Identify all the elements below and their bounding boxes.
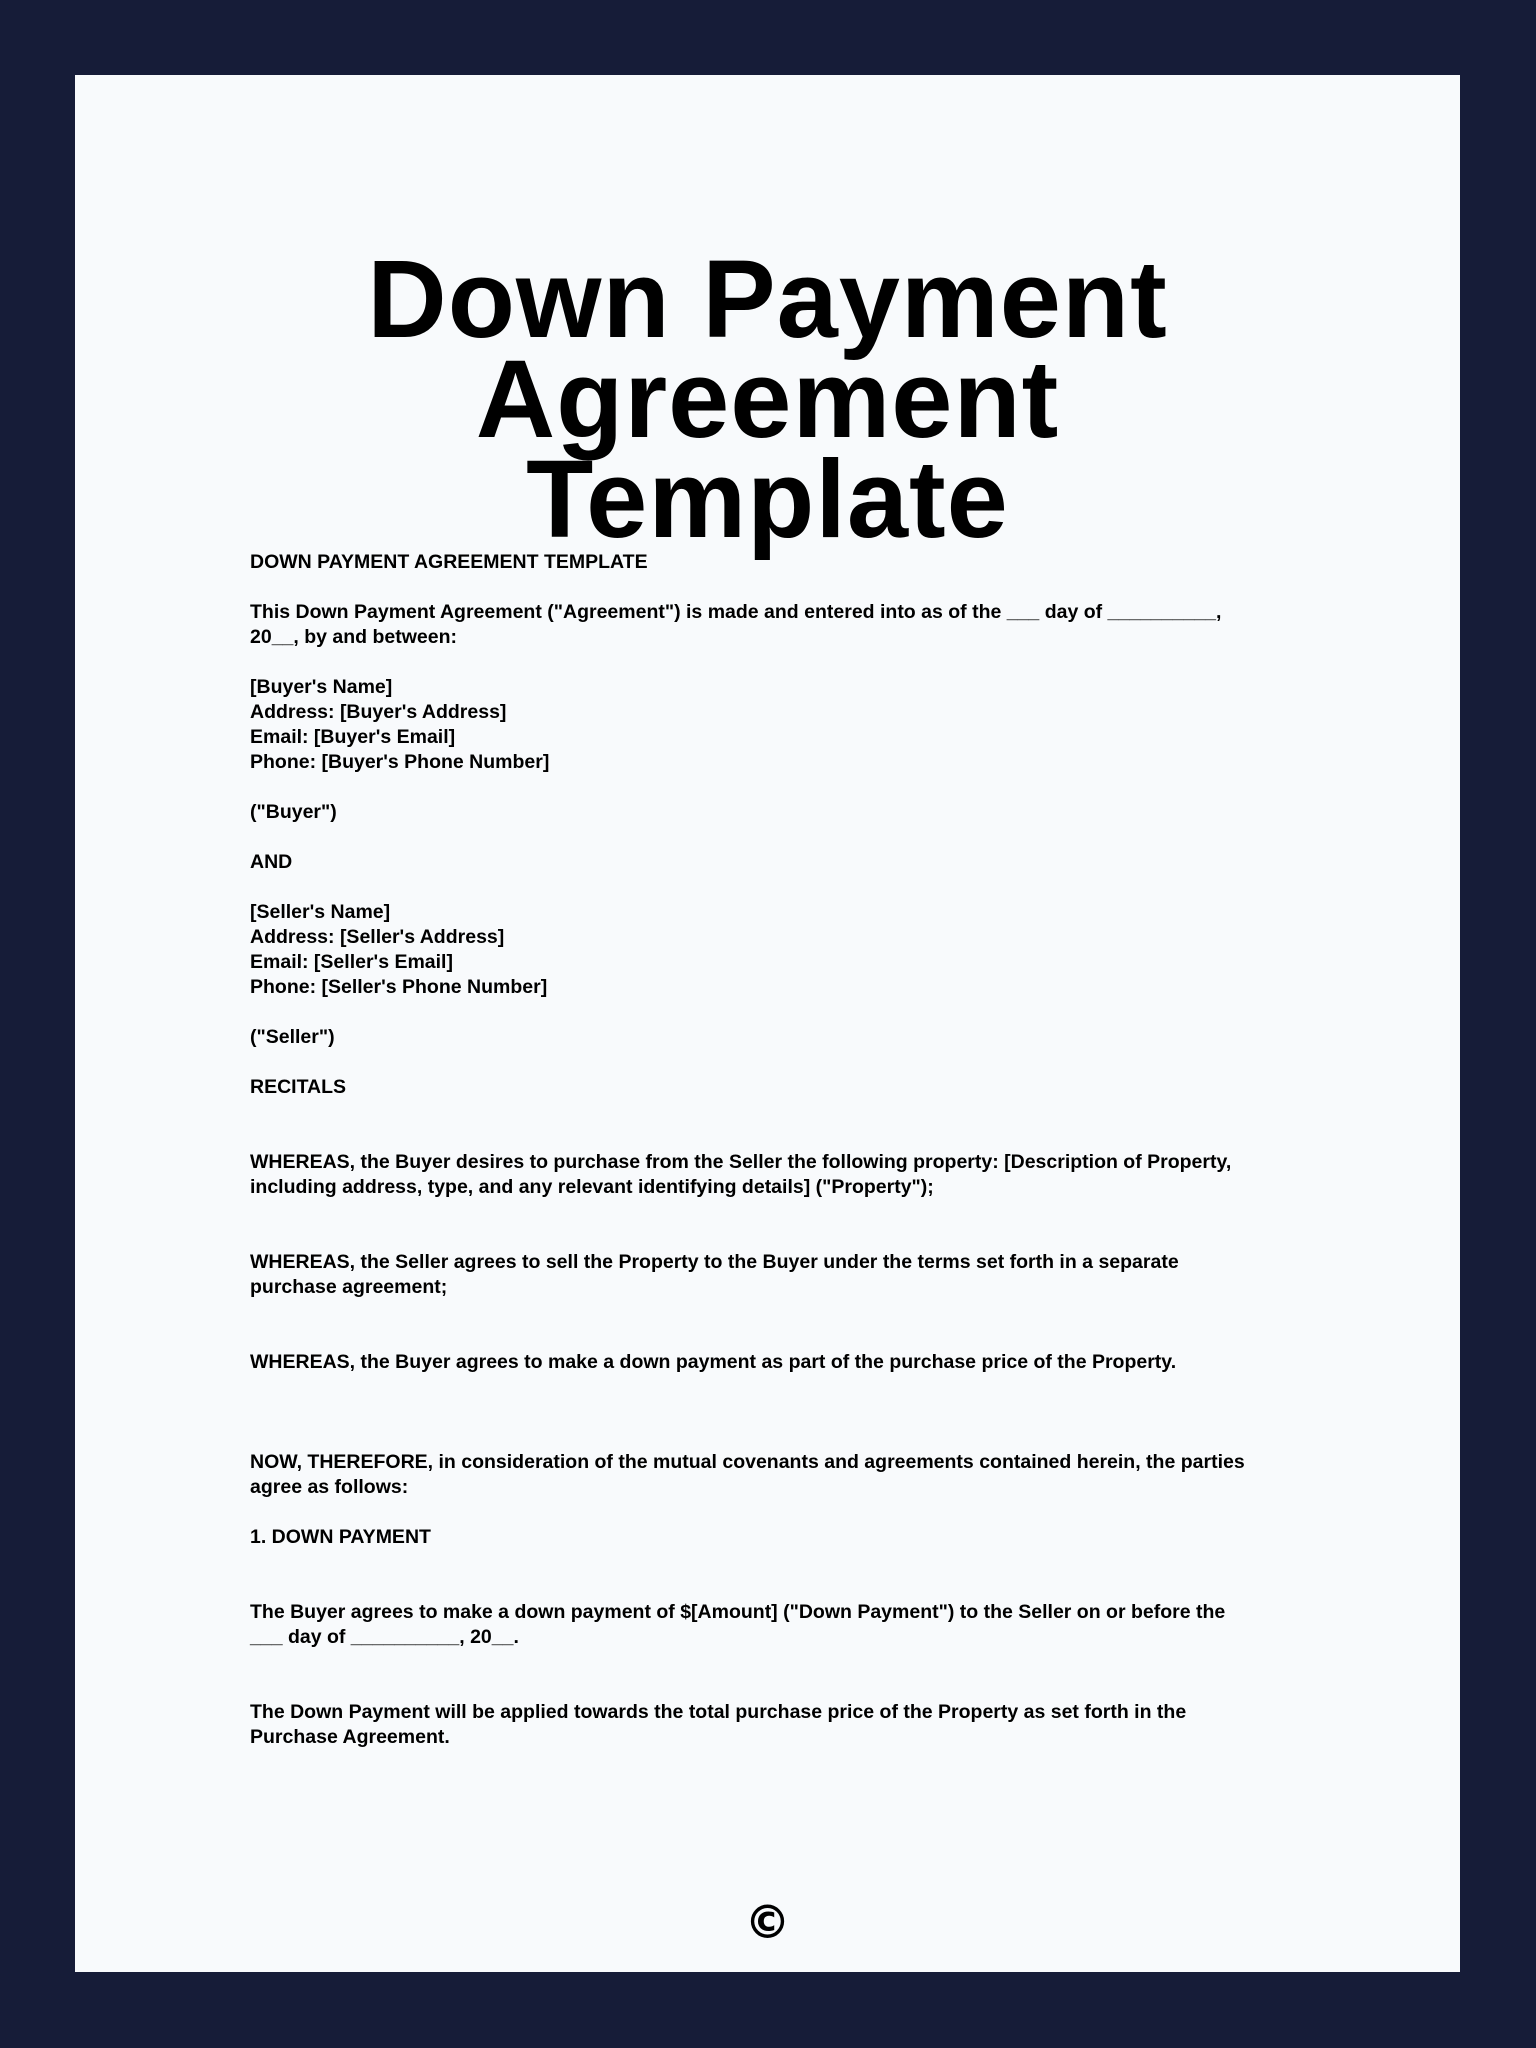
whereas-1-line-1: WHEREAS, the Buyer desires to purchase from the Seller the following property: [Description of Property, [250, 1151, 1232, 1173]
recitals-heading: RECITALS [250, 1076, 347, 1098]
section-1-heading: 1. DOWN PAYMENT [250, 1526, 431, 1548]
whereas-3-line-1: WHEREAS, the Buyer agrees to make a down payment as part of the purchase price of the Property. [250, 1351, 1177, 1373]
agreement-heading: DOWN PAYMENT AGREEMENT TEMPLATE [250, 551, 648, 573]
seller-address: Address: [Seller's Address] [250, 926, 505, 948]
seller-name: [Seller's Name] [250, 901, 391, 923]
and-separator: AND [250, 851, 293, 873]
section-1-paragraph-1-line-1: The Buyer agrees to make a down payment of $[Amount] ("Down Payment") to the Seller on or before the [250, 1601, 1226, 1623]
document-page [75, 75, 1460, 1972]
copyright-icon: © [744, 1895, 791, 1949]
title-line-2: Template [526, 438, 1009, 561]
buyer-address: Address: [Buyer's Address] [250, 701, 507, 723]
buyer-label: ("Buyer") [250, 801, 337, 823]
title-line-1: Down Payment Agreement [367, 238, 1168, 461]
section-1-paragraph-1-line-2: ___ day of __________, 20__. [250, 1626, 519, 1648]
whereas-2-line-1: WHEREAS, the Seller agrees to sell the Property to the Buyer under the terms set forth in a separate [250, 1251, 1179, 1273]
agreement-body [250, 550, 1300, 1750]
section-1-paragraph-2-line-1: The Down Payment will be applied towards the total purchase price of the Property as set forth in the [250, 1701, 1187, 1723]
intro-line-2: 20__, by and between: [250, 626, 457, 648]
page-title [75, 238, 1460, 561]
seller-label: ("Seller") [250, 1026, 335, 1048]
whereas-2-line-2: purchase agreement; [250, 1276, 448, 1298]
intro-line-1: This Down Payment Agreement ("Agreement") is made and entered into as of the ___ day of __________, [250, 601, 1222, 623]
whereas-1-line-2: including address, type, and any relevant identifying details] ("Property"); [250, 1176, 934, 1198]
section-1-paragraph-2-line-2: Purchase Agreement. [250, 1726, 450, 1748]
seller-email: Email: [Seller's Email] [250, 951, 453, 973]
now-therefore-line-2: agree as follows: [250, 1476, 409, 1498]
buyer-phone: Phone: [Buyer's Phone Number] [250, 751, 550, 773]
now-therefore-line-1: NOW, THEREFORE, in consideration of the mutual covenants and agreements contained herein, the parties [250, 1451, 1245, 1473]
buyer-name: [Buyer's Name] [250, 676, 393, 698]
buyer-email: Email: [Buyer's Email] [250, 726, 456, 748]
seller-phone: Phone: [Seller's Phone Number] [250, 976, 548, 998]
